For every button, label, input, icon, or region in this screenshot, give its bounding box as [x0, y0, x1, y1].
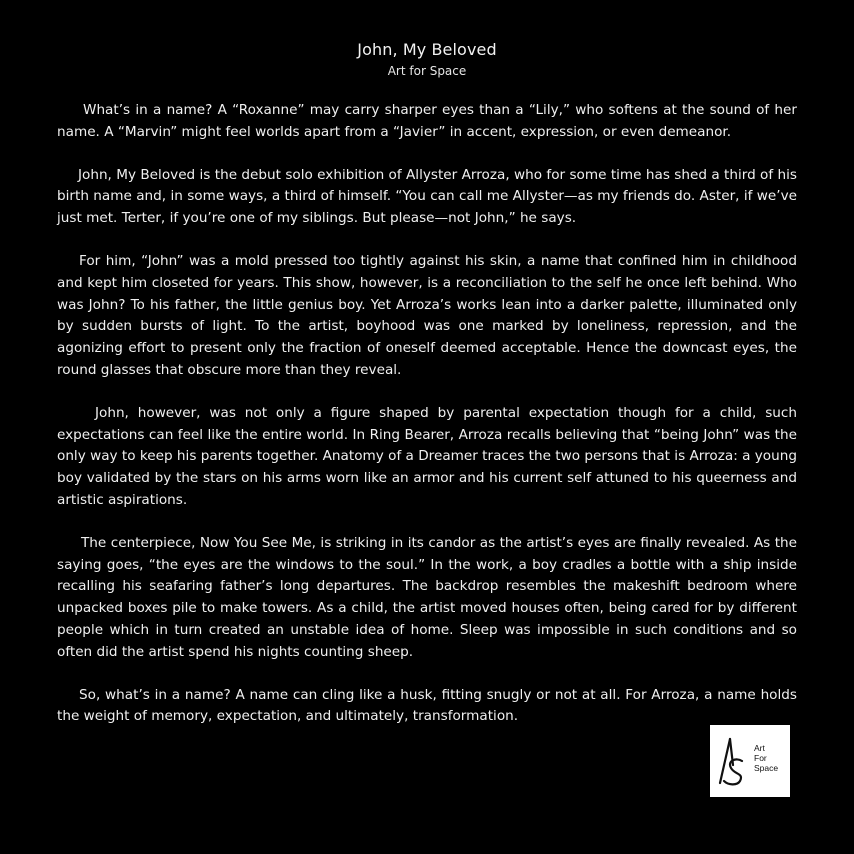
art-for-space-logo [710, 725, 790, 797]
document-header [0, 40, 854, 79]
logo-word-space: Space [754, 763, 779, 773]
paragraph-1: What’s in a name? A “Roxanne” may carry sharper eyes than a “Lily,” who softens at the sound of her name. A “Marvin” might feel worlds apart from a “Javier” in accent, expression, or even demeanor. [57, 102, 797, 140]
paragraph-4: John, however, was not only a figure shaped by parental expectation though for a child, such expectations can feel like the entire world. In Ring Bearer, Arroza recalls believing that “being John” was the only way to keep his parents together. Anatomy of a Dreamer traces the two persons that is Arroza: a young boy validated by the stars on his arms worn like an armor and his current self attuned to his queerness and artistic aspirations. [57, 404, 797, 508]
logo-monogram-icon [716, 735, 746, 787]
article-body [57, 100, 797, 749]
logo-word-art: Art [754, 743, 765, 753]
page-subtitle: Art for Space [387, 64, 467, 78]
logo-wordmark [754, 743, 778, 773]
page-title: John, My Beloved [357, 40, 497, 59]
paragraph-3: For him, “John” was a mold pressed too tightly against his skin, a name that confined him in childhood and kept him closeted for years. This show, however, is a reconciliation to the self he once left behind. Who was John? To his father, the little genius boy. Yet Arroza’s works lean into a darker palette, illuminated only by sudden bursts of light. To the artist, boyhood was one marked by loneliness, repression, and the agonizing effort to present only the fraction of oneself deemed acceptable. Hence the downcast eyes, the round glasses that obscure more than they reveal. [57, 252, 797, 378]
paragraph-5: The centerpiece, Now You See Me, is striking in its candor as the artist’s eyes are finally revealed. As the saying goes, “the eyes are the windows to the soul.” In the work, a boy cradles a bottle with a ship inside recalling his seafaring father’s long departures. The backdrop resembles the makeshift bedroom where unpacked boxes pile to make towers. As a child, the artist moved houses often, being cared for by different people which in turn created an unstable idea of home. Sleep was impossible in such conditions and so often did the artist spend his nights counting sheep. [57, 534, 797, 660]
paragraph-6: So, what’s in a name? A name can cling like a husk, fitting snugly or not at all. For Arroza, a name holds the weight of memory, expectation, and ultimately, transformation. [57, 686, 797, 725]
logo-word-for: For [754, 753, 767, 763]
paragraph-2: John, My Beloved is the debut solo exhibition of Allyster Arroza, who for some time has shed a third of his birth name and, in some ways, a third of himself. “You can call me Allyster—as my friends do. Aster, if we’ve just met. Terter, if you’re one of my siblings. But please—not John,” he says. [57, 166, 797, 227]
